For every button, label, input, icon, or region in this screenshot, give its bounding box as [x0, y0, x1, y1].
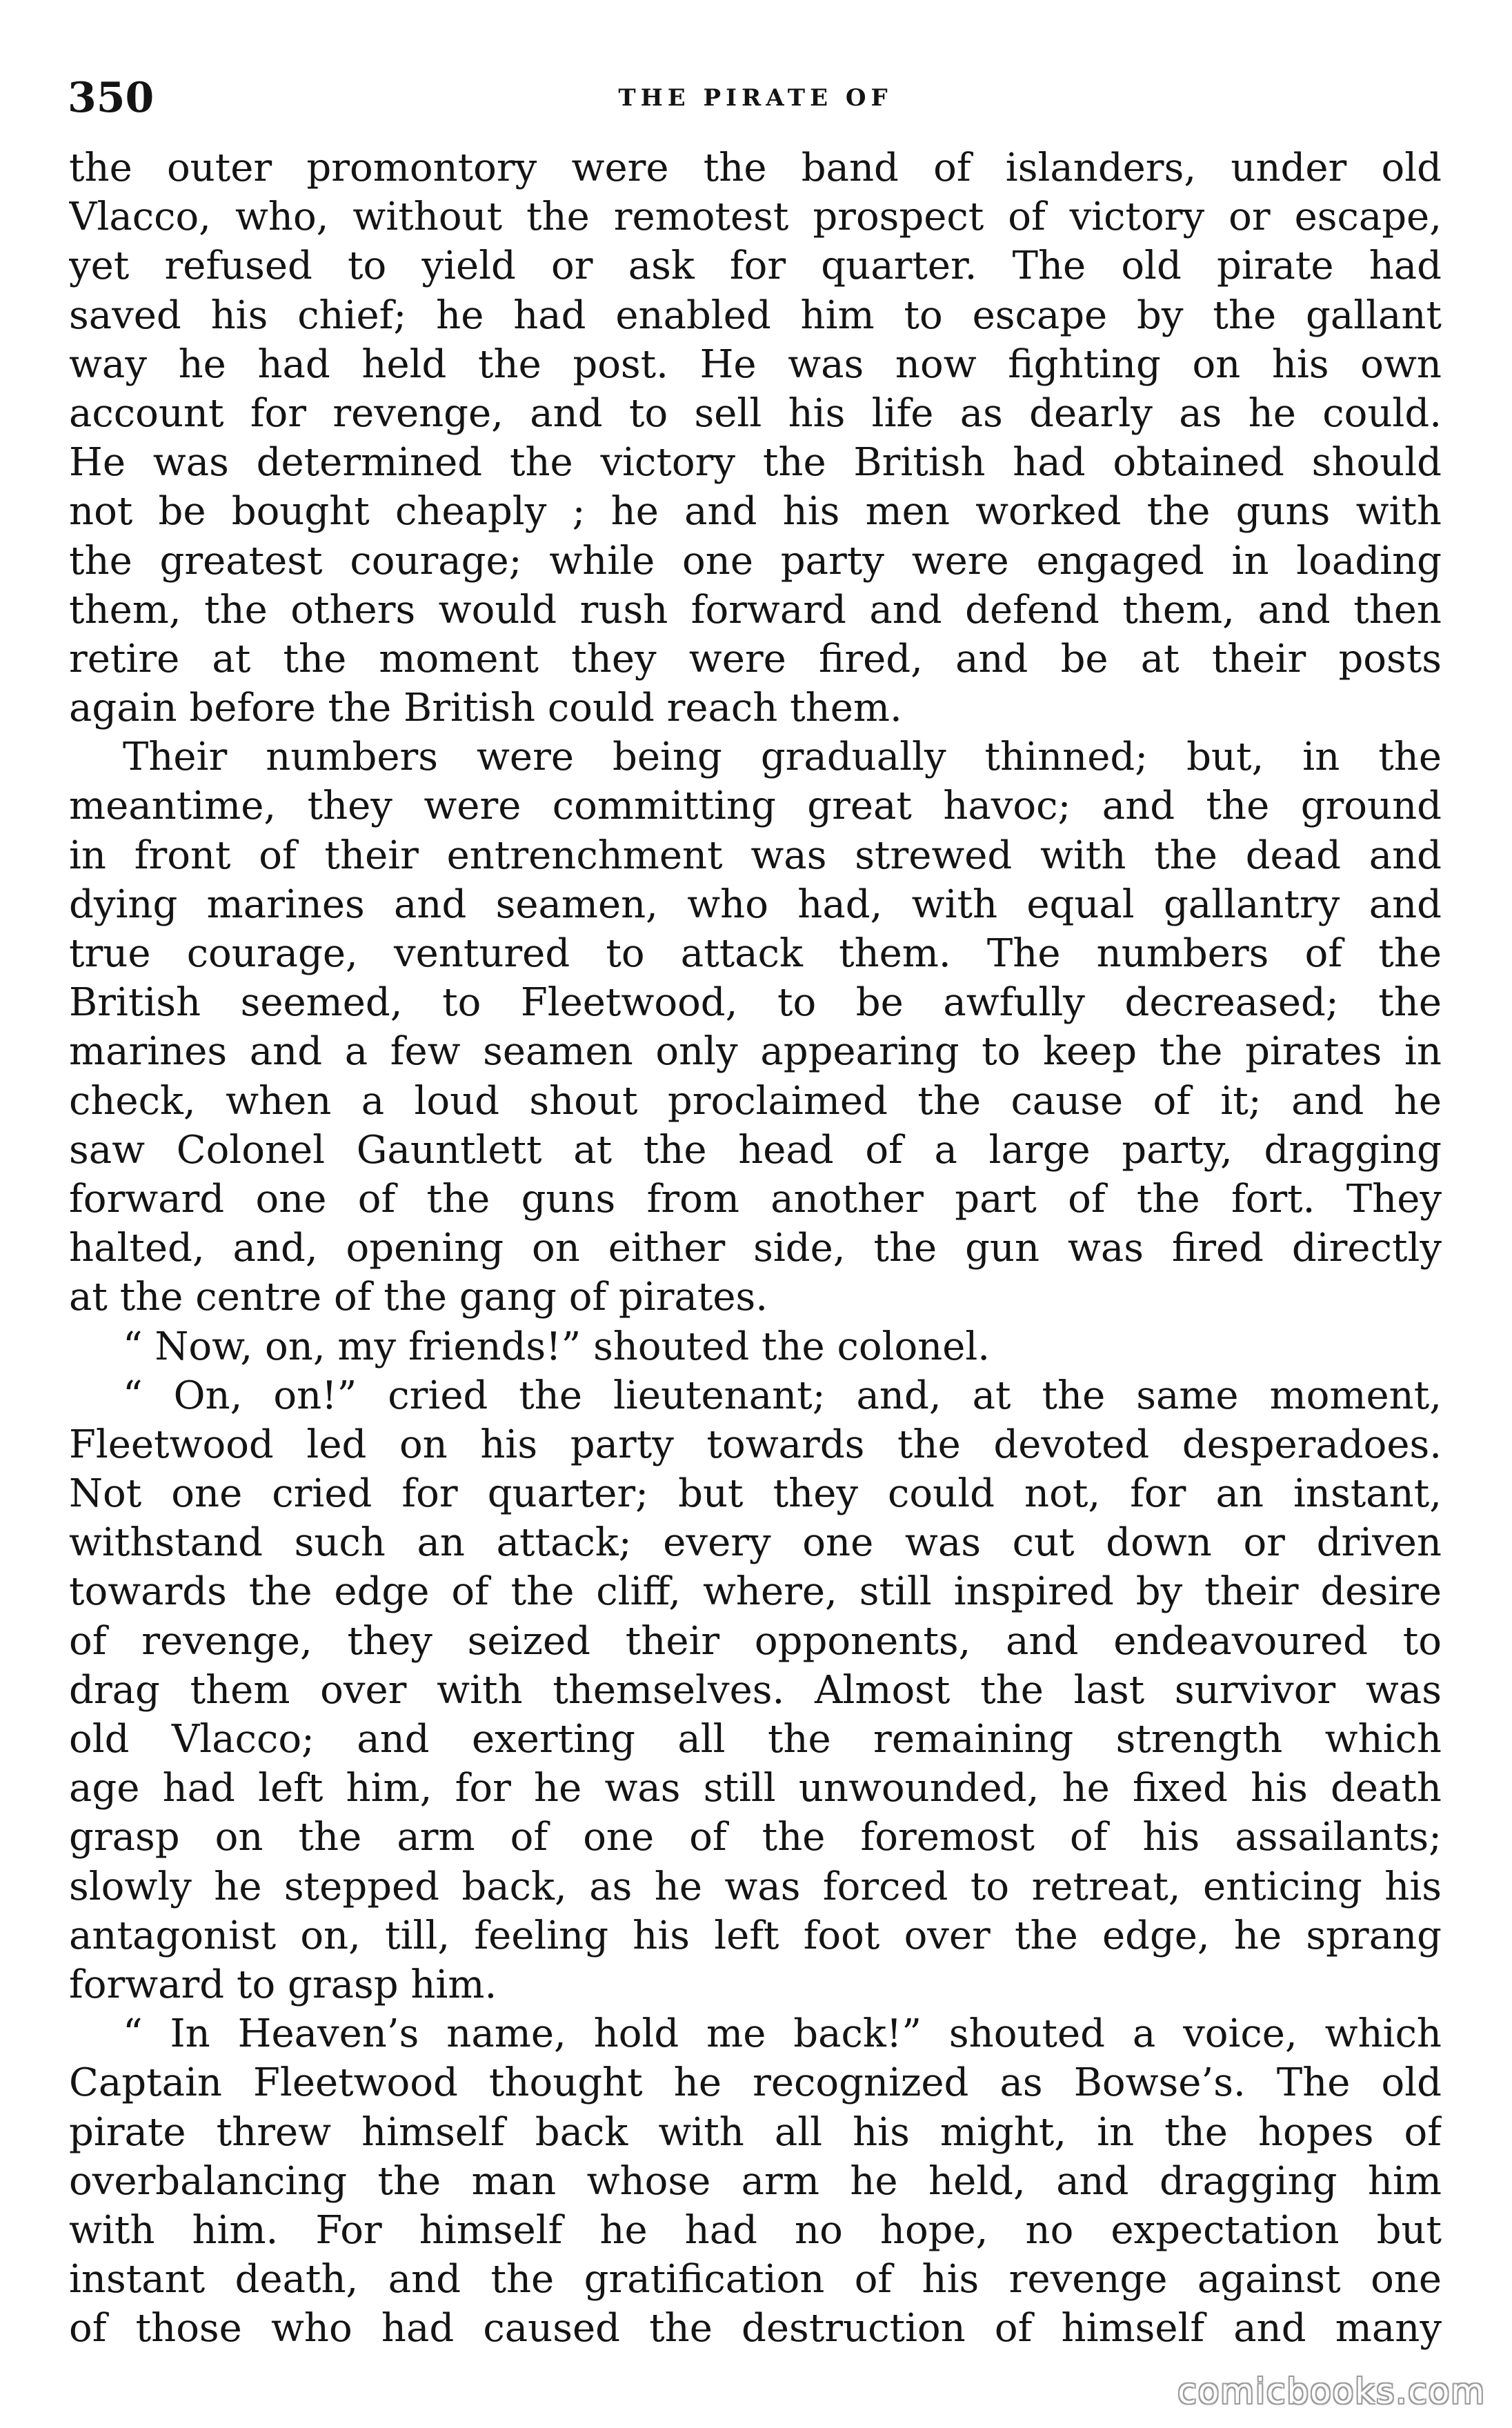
text-line: overbalancing the man whose arm he held, and dragging him	[69, 2158, 1442, 2204]
text-line: Not one cried for quarter; but they could not, for an instant,	[69, 1471, 1442, 1517]
text-line: Fleetwood led on his party towards the devoted desperadoes.	[69, 1422, 1442, 1467]
text-line: again before the British could reach them.	[69, 686, 902, 731]
text-line: saved his chief; he had enabled him to escape by the gallant	[69, 292, 1442, 338]
text-line: marines and a few seamen only appearing to keep the pirates in	[69, 1029, 1442, 1075]
text-line: at the centre of the gang of pirates.	[69, 1275, 768, 1320]
text-line: them, the others would rush forward and defend them, and then	[69, 587, 1442, 633]
text-line: true courage, ventured to attack them. The numbers of the	[69, 931, 1442, 976]
text-line: towards the edge of the cliff, where, still inspired by their desire	[69, 1569, 1442, 1615]
text-line: the outer promontory were the band of islanders, under old	[69, 146, 1442, 190]
text-line: the greatest courage; while one party were engaged in loading	[69, 538, 1442, 584]
text-line: old Vlacco; and exerting all the remaining strength which	[69, 1717, 1442, 1762]
text-line: of those who had caused the destruction of himself and many	[69, 2306, 1442, 2351]
text-line: retire at the moment they were fired, and be at their posts	[69, 636, 1442, 681]
text-line: “ In Heaven’s name, hold me back!” shouted a voice, which	[123, 2011, 1442, 2057]
running-title: THE PIRATE OF	[618, 84, 893, 112]
text-line: with him. For himself he had no hope, no expectation but	[69, 2207, 1442, 2253]
text-line: grasp on the arm of one of the foremost of his assailants;	[69, 1815, 1442, 1860]
site-watermark: comicbooks.com	[1177, 2371, 1486, 2411]
running-header	[68, 63, 1443, 132]
text-line: meantime, they were committing great havoc; and the ground	[69, 784, 1442, 829]
text-line: British seemed, to Fleetwood, to be awfully decreased; the	[69, 980, 1442, 1026]
text-line: forward to grasp him.	[69, 1962, 497, 2007]
text-line: check, when a loud shout proclaimed the cause of it; and he	[69, 1078, 1442, 1124]
text-line: antagonist on, till, feeling his left foot over the edge, he sprang	[69, 1913, 1442, 1958]
text-line: halted, and, opening on either side, the gun was fired directly	[69, 1226, 1442, 1271]
text-line: instant death, and the gratification of his revenge against one	[69, 2257, 1442, 2302]
text-line: way he had held the post. He was now fighting on his own	[69, 341, 1442, 387]
text-line: Vlacco, who, without the remotest prospect of victory or escape,	[69, 195, 1442, 240]
text-line: dying marines and seamen, who had, with equal gallantry and	[69, 882, 1442, 927]
text-line: age had left him, for he was still unwounded, he fixed his death	[69, 1766, 1442, 1811]
text-line: in front of their entrenchment was strewed with the dead and	[69, 833, 1442, 878]
body-text	[69, 143, 1442, 2353]
text-line: “ On, on!” cried the lieutenant; and, at the same moment,	[123, 1373, 1442, 1418]
text-line: yet refused to yield or ask for quarter. The old pirate had	[69, 243, 1442, 289]
text-line: He was determined the victory the British had obtained should	[69, 440, 1442, 486]
text-line: drag them over with themselves. Almost the last survivor was	[69, 1667, 1442, 1713]
text-line: not be bought cheaply ; he and his men worked the guns with	[69, 489, 1442, 535]
text-line: saw Colonel Gauntlett at the head of a large party, dragging	[69, 1127, 1442, 1173]
text-line: forward one of the guns from another part of the fort. They	[69, 1176, 1442, 1222]
text-line: account for revenge, and to sell his life as dearly as he could.	[69, 390, 1442, 436]
text-line: slowly he stepped back, as he was forced to retreat, enticing his	[69, 1864, 1442, 1909]
text-line: Captain Fleetwood thought he recognized as Bowse’s. The old	[69, 2060, 1442, 2106]
text-line: of revenge, they seized their opponents, and endeavoured to	[69, 1618, 1442, 1664]
text-line: “ Now, on, my friends!” shouted the colonel.	[123, 1324, 991, 1369]
text-line: withstand such an attack; every one was cut down or driven	[69, 1520, 1442, 1566]
text-line: pirate threw himself back with all his might, in the hopes of	[69, 2109, 1442, 2155]
page-number: 350	[68, 74, 155, 122]
text-line: Their numbers were being gradually thinned; but, in the	[123, 735, 1442, 780]
